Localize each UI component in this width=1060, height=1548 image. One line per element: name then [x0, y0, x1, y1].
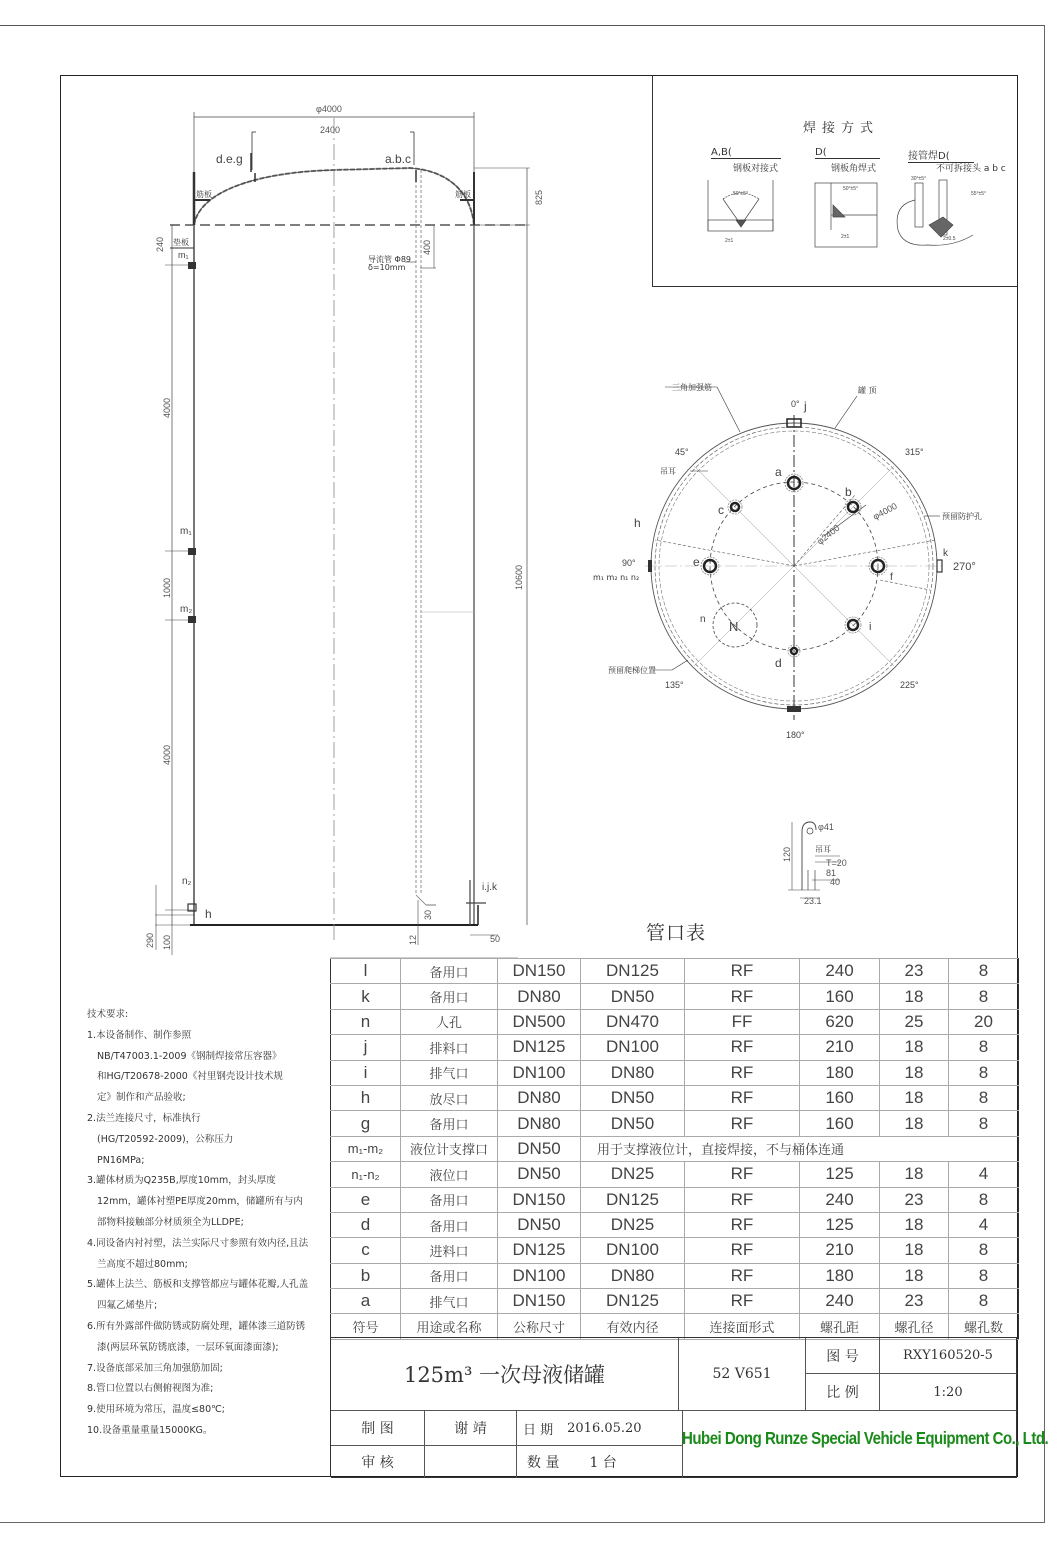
scale-value: 1:20 — [880, 1374, 1017, 1411]
svg-text:40: 40 — [830, 877, 841, 887]
table-row: c 进料口 DN125 DN100 RF 210 18 8 — [331, 1238, 1019, 1263]
svg-text:290: 290 — [145, 932, 155, 948]
svg-text:30°±5°: 30°±5° — [911, 176, 927, 182]
qty-value: 1 台 — [589, 1454, 617, 1471]
tech-line: 9.使用环境为常压，温度≤80℃; — [87, 1404, 225, 1416]
svg-text:b: b — [845, 485, 852, 499]
svg-text:垫板: 垫板 — [173, 238, 189, 247]
svg-text:12: 12 — [408, 934, 418, 945]
svg-text:吊耳: 吊耳 — [815, 845, 831, 854]
quantity-cell — [517, 1446, 683, 1478]
tech-line: 兰高度不超过80mm; — [97, 1258, 188, 1270]
svg-text:c: c — [718, 503, 724, 517]
qty-label: 数 量 — [527, 1454, 560, 1471]
table-row: g 备用口 DN80 DN50 RF 160 18 8 — [331, 1111, 1019, 1136]
svg-text:h: h — [205, 907, 212, 921]
table-row: j 排料口 DN125 DN100 RF 210 18 8 — [331, 1035, 1019, 1060]
svg-text:n₂: n₂ — [182, 876, 192, 887]
tech-line: NB/T47003.1-2009《钢制焊接常压容器》 — [97, 1050, 282, 1062]
table-row: d 备用口 DN50 DN25 RF 125 18 4 — [331, 1212, 1019, 1237]
svg-text:预留爬梯位置: 预留爬梯位置 — [608, 666, 656, 675]
tech-line: 5.罐体上法兰、筋板和支撑管都应与罐体花瓣,人孔盖 — [87, 1279, 309, 1291]
svg-text:81: 81 — [826, 868, 837, 878]
svg-text:23.1: 23.1 — [804, 896, 822, 906]
table-row: e 备用口 DN150 DN125 RF 240 23 8 — [331, 1187, 1019, 1212]
svg-text:d.e.g: d.e.g — [216, 152, 243, 166]
tech-line: 6.所有外露部件做防锈或防腐处理，罐体漆三道防锈 — [87, 1320, 306, 1332]
svg-text:φ41: φ41 — [818, 822, 834, 832]
title-block — [330, 1337, 1018, 1477]
nozzle-table-title: 管口表 — [646, 922, 707, 944]
welding-method-panel — [652, 75, 1018, 287]
date-label: 日 期 — [523, 1422, 554, 1438]
svg-text:2±1: 2±1 — [725, 238, 734, 244]
svg-text:罐 顶: 罐 顶 — [858, 386, 877, 395]
svg-text:三角加强筋: 三角加强筋 — [672, 383, 712, 392]
svg-text:120: 120 — [782, 846, 792, 862]
svg-text:m₁: m₁ — [180, 526, 192, 537]
svg-text:55°±5°: 55°±5° — [971, 191, 987, 197]
svg-text:825: 825 — [534, 189, 544, 205]
table-row: k 备用口 DN80 DN50 RF 160 18 8 — [331, 984, 1019, 1009]
svg-text:180°: 180° — [786, 730, 805, 740]
svg-text:φ4000: φ4000 — [871, 500, 899, 522]
svg-text:φ2400: φ2400 — [815, 522, 842, 547]
svg-text:10600: 10600 — [514, 564, 524, 590]
svg-text:50°±5°: 50°±5° — [733, 191, 749, 197]
svg-text:240: 240 — [155, 236, 165, 252]
tech-line: 部物料接触部分材质须全为LLDPE; — [97, 1216, 244, 1228]
weld-type-2-name: 钢板角焊式 — [831, 164, 877, 174]
svg-text:0°: 0° — [791, 399, 800, 409]
company-name: Hubei Dong Runze Special Vehicle Equipment Co., Ltd. — [682, 1428, 1049, 1448]
svg-text:m₁: m₁ — [178, 250, 189, 260]
date-value: 2016.05.20 — [567, 1420, 642, 1436]
tech-line: 四氟乙烯垫片; — [97, 1300, 158, 1312]
svg-text:k: k — [943, 548, 948, 559]
svg-text:400: 400 — [422, 239, 432, 255]
drawing-title: 125m³ 一次母液储罐 — [331, 1338, 679, 1411]
tech-line: 2.法兰连接尺寸，标准执行 — [87, 1112, 201, 1124]
table-row: a 排气口 DN150 DN125 RF 240 23 8 — [331, 1289, 1019, 1314]
svg-text:i: i — [869, 621, 872, 633]
svg-text:d: d — [775, 656, 782, 670]
weld-type-2-code: D( — [815, 147, 880, 159]
svg-text:30: 30 — [423, 909, 433, 920]
svg-text:φ4000: φ4000 — [316, 104, 342, 114]
drawn-by: 谢 靖 — [425, 1411, 517, 1446]
svg-text:315°: 315° — [905, 447, 924, 457]
table-header-row: 符号 用途或名称 公称尺寸 有效内径 连接面形式 螺孔距 螺孔径 螺孔数 — [331, 1314, 1019, 1339]
review-label: 审 核 — [331, 1446, 425, 1478]
svg-text:50°±5°: 50°±5° — [843, 186, 859, 192]
svg-text:m₁ m₂ n₁ n₂: m₁ m₂ n₁ n₂ — [593, 573, 640, 582]
svg-text:225°: 225° — [900, 680, 919, 690]
elevation-labels — [145, 104, 544, 950]
tech-line: 1.本设备制作、制作参照 — [87, 1029, 192, 1041]
table-row: n 人孔 DN500 DN470 FF 620 25 20 — [331, 1009, 1019, 1034]
tech-line: 和HG/T20678-2000《衬里钢壳设计技术规 — [97, 1071, 283, 1083]
tech-line: PN16MPa; — [97, 1154, 145, 1166]
svg-text:δ=10mm: δ=10mm — [368, 263, 406, 272]
svg-text:吊耳: 吊耳 — [660, 467, 676, 476]
weld-type-1-name: 钢板对接式 — [733, 164, 779, 174]
weld-type-1-code: A,B( — [711, 147, 781, 159]
tech-line: 12mm，罐体衬塑PE厚度20mm，储罐所有与内 — [97, 1196, 303, 1208]
tech-line: 3.罐体材质为Q235B,厚度10mm，封头厚度 — [87, 1175, 276, 1187]
svg-text:50: 50 — [490, 934, 501, 944]
svg-text:预留防护孔: 预留防护孔 — [942, 512, 982, 521]
svg-text:135°: 135° — [665, 680, 684, 690]
svg-text:j: j — [804, 399, 807, 413]
svg-text:1000: 1000 — [162, 577, 172, 598]
table-row: b 备用口 DN100 DN80 RF 180 18 8 — [331, 1263, 1019, 1288]
table-row: i 排气口 DN100 DN80 RF 180 18 8 — [331, 1060, 1019, 1085]
svg-text:a.b.c: a.b.c — [385, 152, 412, 166]
table-row-special: m₁-m₂ 液位计支撑口 DN50 用于支撑液位计，直接焊接，不与桶体连通 — [331, 1136, 1019, 1161]
drawing-no-label: 图 号 — [806, 1338, 880, 1374]
welding-title: 焊接方式 — [803, 121, 880, 136]
svg-text:筋板: 筋板 — [196, 190, 212, 199]
scale-label: 比 例 — [806, 1374, 880, 1411]
svg-text:i.j.k: i.j.k — [482, 882, 497, 893]
drawing-number: RXY160520-5 — [880, 1338, 1017, 1374]
table-row: h 放尽口 DN80 DN50 RF 160 18 8 — [331, 1085, 1019, 1110]
svg-text:n: n — [700, 614, 706, 625]
svg-text:m₂: m₂ — [180, 604, 193, 615]
svg-text:T=20: T=20 — [826, 858, 847, 868]
drawn-label: 制 图 — [331, 1411, 425, 1446]
tech-title: 技术要求: — [87, 1009, 129, 1020]
nozzle-table — [330, 958, 1019, 1340]
tech-line: 10.设备重量重量15000KG。 — [87, 1424, 213, 1436]
table-row: n₁-n₂ 液位口 DN50 DN25 RF 125 18 4 — [331, 1162, 1019, 1187]
svg-text:4000: 4000 — [162, 744, 172, 765]
tech-line: 8.管口位置以右侧俯视图为准; — [87, 1383, 214, 1395]
tank-elevation — [155, 112, 530, 958]
svg-text:导流管 Φ89: 导流管 Φ89 — [368, 255, 412, 264]
weld-type-3-code: 接管焊D( — [908, 147, 974, 163]
table-row: l 备用口 DN150 DN125 RF 240 23 8 — [331, 959, 1019, 984]
svg-text:h: h — [634, 516, 641, 530]
svg-text:筋板: 筋板 — [455, 190, 471, 199]
svg-text:2±0.5: 2±0.5 — [943, 236, 956, 242]
tank-plan-view — [645, 387, 945, 720]
equipment-code: 52 V651 — [679, 1338, 806, 1411]
tech-line: 7.设备底部采加三角加强筋加固; — [87, 1362, 223, 1374]
tech-line: (HG/T20592-2009)，公称压力 — [97, 1133, 234, 1145]
svg-text:270°: 270° — [953, 561, 976, 573]
tech-line: 定》制作和产品验收; — [97, 1092, 186, 1104]
svg-text:a: a — [775, 465, 782, 479]
reviewed-by — [425, 1446, 517, 1478]
tech-line: 漆(两层环氧防锈底漆，一层环氧面漆面漆); — [97, 1341, 279, 1353]
svg-text:N: N — [729, 619, 739, 634]
date-cell — [517, 1411, 683, 1446]
weld-sketches — [653, 75, 1019, 287]
svg-text:45°: 45° — [675, 447, 689, 457]
svg-text:e: e — [693, 555, 700, 569]
svg-text:4000: 4000 — [162, 397, 172, 418]
svg-text:2±1: 2±1 — [841, 234, 850, 240]
technical-requirements — [87, 1005, 327, 1442]
weld-type-3-name: 不可拆接头 a b c — [936, 164, 1006, 174]
svg-text:f: f — [890, 572, 893, 583]
tech-line: 4.同设备内衬衬塑，法兰实际尺寸参照有效内径,且法 — [87, 1237, 309, 1249]
svg-text:90°: 90° — [622, 558, 636, 568]
svg-text:2400: 2400 — [320, 125, 341, 135]
svg-text:100: 100 — [162, 934, 172, 950]
